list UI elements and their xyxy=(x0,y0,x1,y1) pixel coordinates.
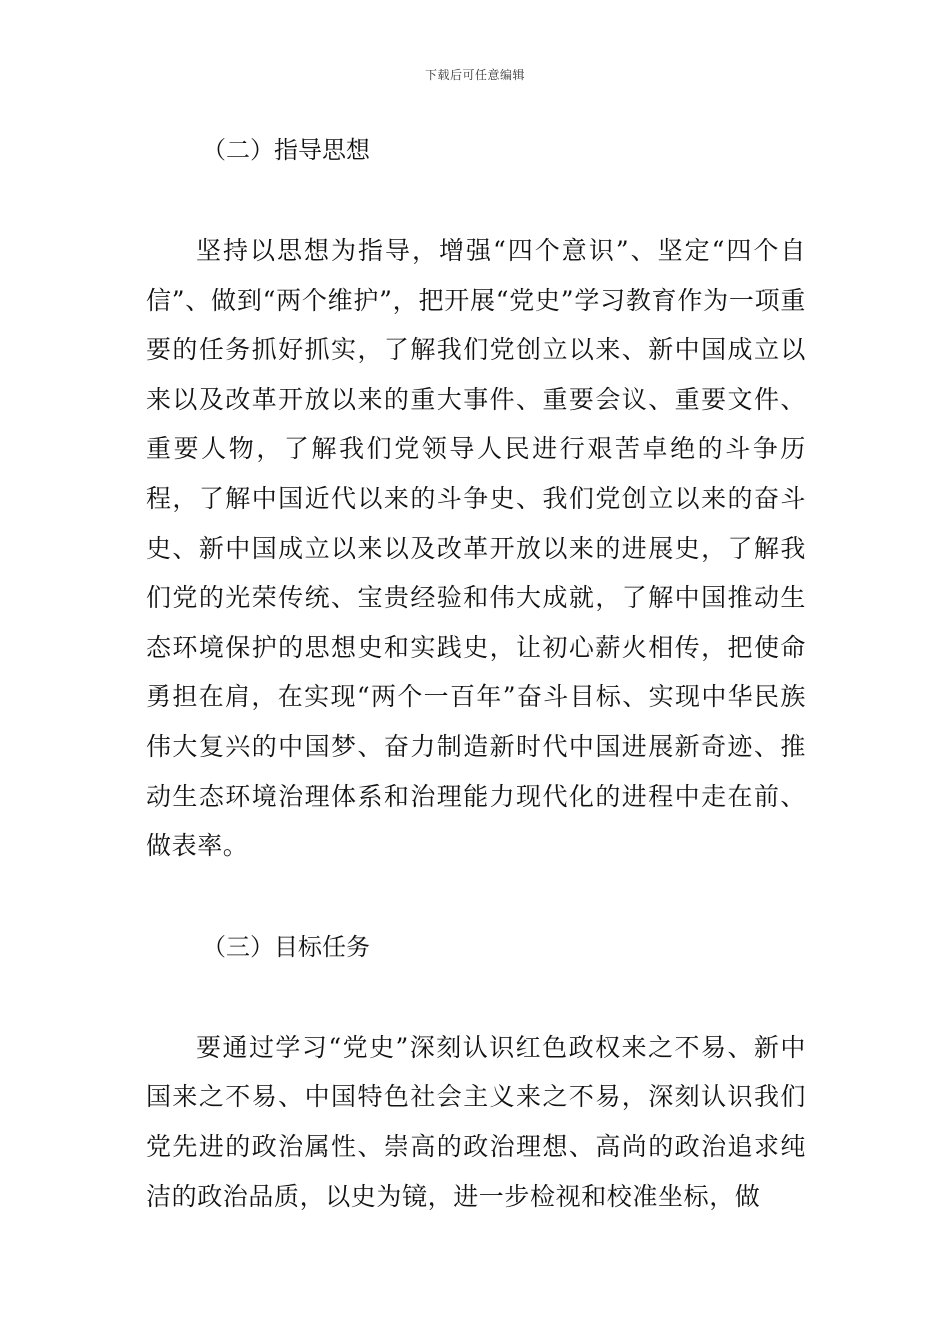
section-guiding-ideology xyxy=(146,128,806,871)
section-heading: （三）目标任务 xyxy=(202,932,370,961)
document-body xyxy=(146,128,806,1221)
header-note: 下载后可任意编辑 xyxy=(424,68,525,82)
spacer xyxy=(146,969,806,1023)
section-heading: （二）指导思想 xyxy=(202,136,370,164)
spacer xyxy=(146,172,806,226)
section-objectives xyxy=(146,925,806,1221)
section-paragraph: 要通过学习“党史”深刻认识红色政权来之不易、新中国来之不易、中国特色社会主义来之不易，深刻认识我们党先进的政治属性、崇高的政治理想、高尚的政治追求纯洁的政治品质，以史为镜，进一步检视和校准坐标，做 xyxy=(146,1032,806,1211)
spacer xyxy=(146,871,806,925)
section-paragraph: 坚持以思想为指导，增强“四个意识”、坚定“四个自信”、做到“两个维护”，把开展“党史”学习教育作为一项重要的任务抓好抓实，了解我们党创立以来、新中国成立以来以及改革开放以来的重大事件、重要会议、重要文件、重要人物，了解我们党领导人民进行艰苦卓绝的斗争历程，了解中国近代以来的斗争史、我们党创立以来的奋斗史、新中国成立以来以及改革开放以来的进展史，了解我们党的光荣传统、宝贵经验和伟大成就，了解中国推动生态环境保护的思想史和实践史，让初心薪火相传，把使命勇担在肩，在实现“两个一百年”奋斗目标、实现中华民族伟大复兴的中国梦、奋力制造新时代中国进展新奇迹、推动生态环境治理体系和治理能力现代化的进程中走在前、做表率。 xyxy=(146,236,806,861)
